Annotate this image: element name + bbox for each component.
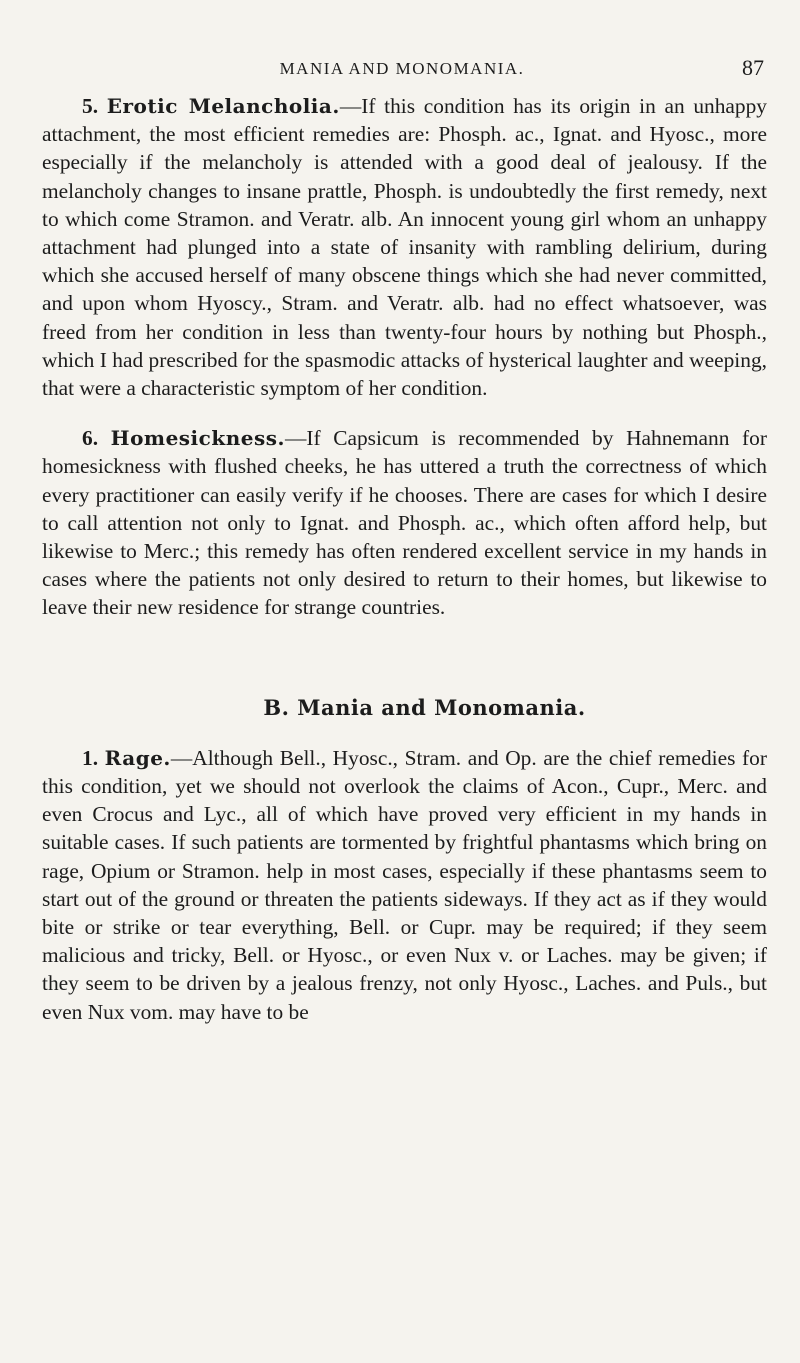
- paragraph-text: —Although Bell., Hyosc., Stram. and Op. are the chief remedies for this condition, yet we should not overlook the claims of Acon., Cupr., Merc. and even Crocus and Lyc., all of which have proved very efficient in my hands in suitable cases. If such patients are tormented by frightful phantasms which bring on rage, Opium or Stramon. help in most cases, especially if these phantasms seem to start out of the ground or threaten the patients sideways. If they act as if they would bite or strike or tear everything, Bell. or Cupr. may be required; if they seem malicious and tricky, Bell. or Hyosc., or even Nux v. or Laches. may be given; if they seem to be driven by a jealous frenzy, not only Hyosc., Laches. and Puls., but even Nux vom. may have to be: [42, 745, 767, 1024]
- paragraph-text: —If this condition has its origin in an unhappy attachment, the most efficient remedies are: Phosph. ac., Ignat. and Hyosc., more especially if the melancholy is attended with a good deal of jealousy. If the melancholy changes to insane prattle, Phosph. is undoubtedly the first remedy, next to which come Stramon. and Veratr. alb. An innocent young girl whom an unhappy attachment had plunged into a state of insanity with rambling delirium, during which she accused herself of many obscene things which she had never committed, and upon whom Hyoscy., Stram. and Veratr. alb. had no effect whatsoever, was freed from her condition in less than twenty-four hours by nothing but Phosph., which I had prescribed for the spasmodic attacks of hysterical laughter and weeping, that were a characteristic symptom of her condition.: [42, 94, 768, 401]
- section-heading: Homesickness.: [110, 426, 285, 451]
- running-head: [40, 55, 764, 85]
- section-heading: Erotic Melancholia.: [106, 94, 340, 118]
- part-title: B. Mania and Monomania.: [263, 694, 586, 720]
- page-number: 87: [742, 55, 764, 80]
- body-text: [42, 92, 767, 1026]
- section-number: 5.: [82, 94, 99, 118]
- paragraph-erotic-melancholia: [42, 92, 767, 402]
- section-heading: Rage.: [104, 745, 171, 770]
- section-number: 1.: [82, 745, 99, 770]
- paragraph-text: —If Capsicum is recommended by Hahnemann for homesickness with flushed cheeks, he has uttered a truth the correctness of which every practitioner can easily verify if he chooses. There are cases for which I desire to call attention not only to Ignat. and Phosph. ac., which often afford help, but likewise to Merc.; this remedy has often rendered excellent service in my hands in cases where the patients not only desired to return to their homes, but likewise to leave their new residence for strange countries.: [42, 426, 767, 620]
- running-title: MANIA AND MONOMANIA.: [279, 59, 525, 78]
- paragraph-homesickness: [42, 424, 767, 621]
- section-number: 6.: [82, 426, 99, 451]
- paragraph-rage: [42, 744, 767, 1026]
